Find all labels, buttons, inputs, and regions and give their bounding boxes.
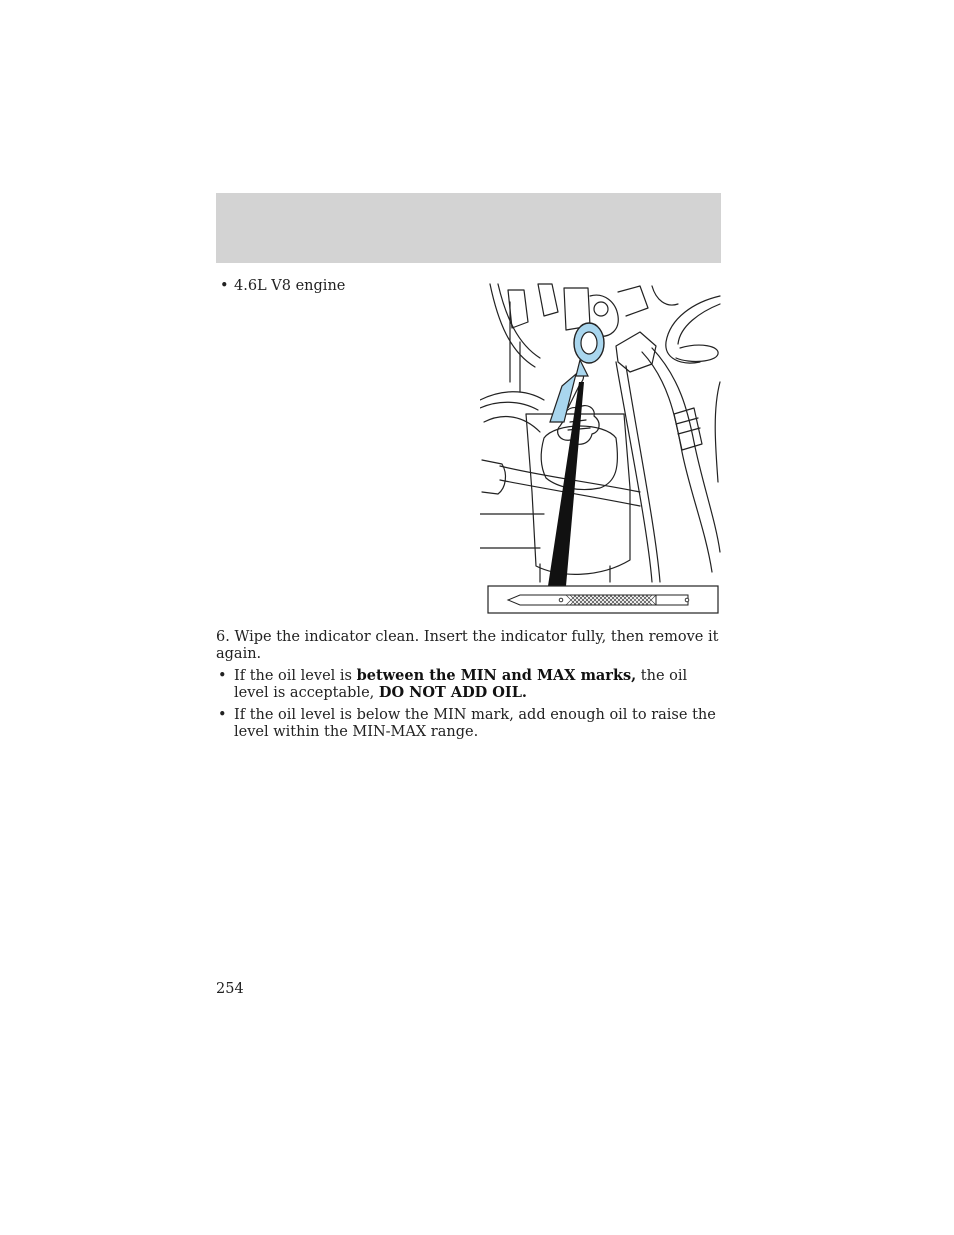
- bullet-text: If the oil level is below the MIN mark, add enough oil to raise the level within the MIN-MAX range.: [234, 707, 716, 740]
- page-number: 254: [216, 981, 244, 997]
- bullet-below-min: [216, 707, 722, 740]
- step-6-paragraph: 6. Wipe the indicator clean. Insert the indicator fully, then remove it again.: [216, 629, 719, 662]
- bullet-acceptable-level: [216, 668, 722, 701]
- bullet-bold-do-not-add: DO NOT ADD OIL.: [378, 683, 527, 701]
- oil-level-bullets: [216, 668, 722, 740]
- bullet-text-part: the oil level is acceptable,: [234, 668, 688, 701]
- engine-label: 4.6L V8 engine: [234, 278, 346, 294]
- instructions-body: [216, 629, 722, 746]
- bullet-bold-min-max: between the MIN and MAX marks,: [356, 667, 637, 684]
- bullet-dot: •: [218, 668, 227, 684]
- engine-dipstick-illustration: [480, 282, 721, 616]
- bullet-dot: •: [218, 707, 227, 723]
- bullet-dot: •: [220, 278, 229, 294]
- engine-bullet: [218, 277, 448, 295]
- bullet-text-part: If the oil level is: [234, 668, 357, 684]
- section-header-band: [216, 193, 721, 263]
